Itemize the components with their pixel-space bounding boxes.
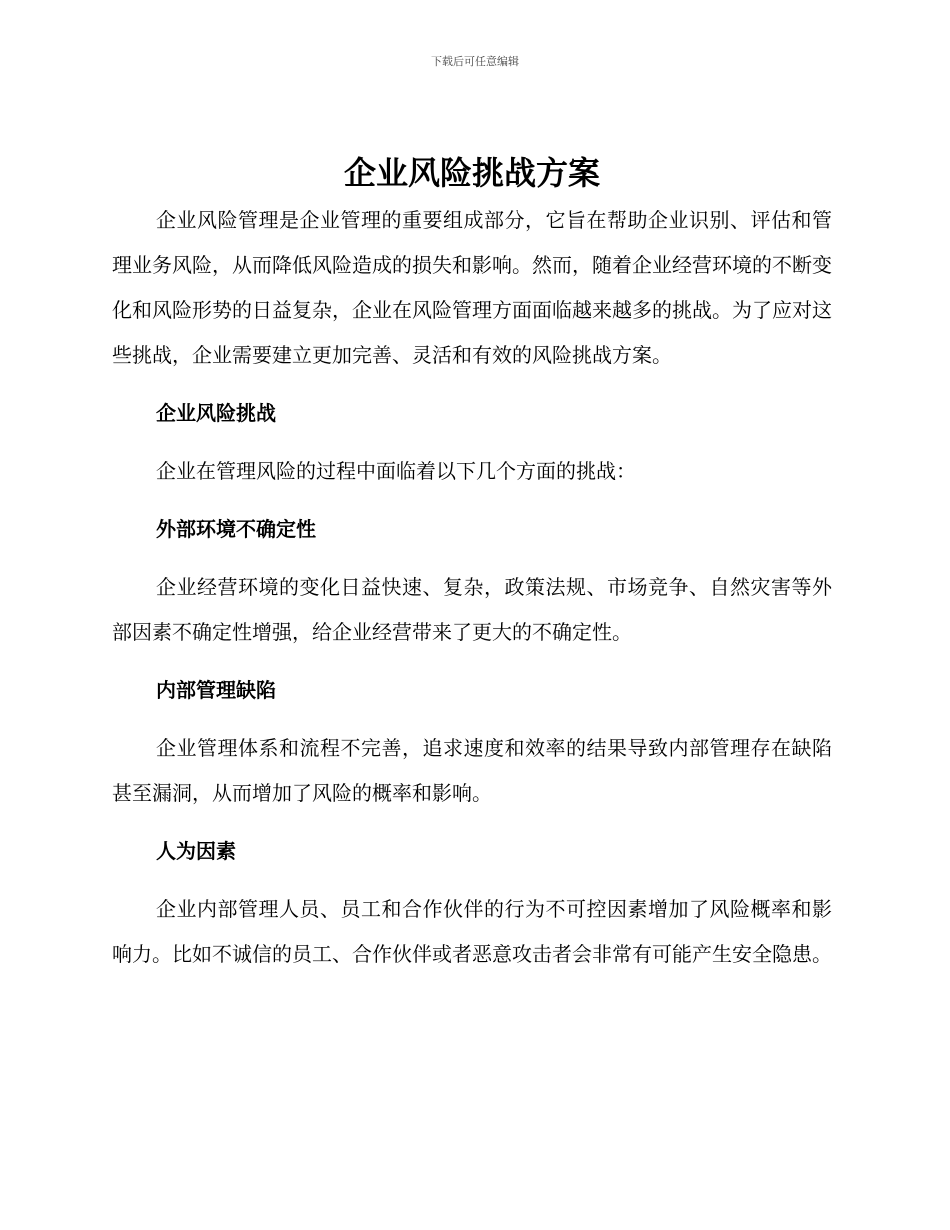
page-header: 下载后可任意编辑 [431, 55, 519, 68]
intro-paragraph: 企业风险管理是企业管理的重要组成部分，它旨在帮助企业识别、评估和管理业务风险，从而降低风险造成的损失和影响。然而，随着企业经营环境的不断变化和风险形势的日益复杂，企业在风险管理方面面临越来越多的挑战。为了应对这些挑战，企业需要建立更加完善、灵活和有效的风险挑战方案。 [112, 208, 832, 367]
section-heading: 企业风险挑战 [156, 401, 276, 425]
item-heading-external-uncertainty: 外部环境不确定性 [156, 517, 316, 541]
item-text-external-uncertainty: 企业经营环境的变化日益快速、复杂，政策法规、市场竞争、自然灾害等外部因素不确定性增强，给企业经营带来了更大的不确定性。 [112, 575, 832, 644]
item-text-human-factors: 企业内部管理人员、员工和合作伙伴的行为不可控因素增加了风险概率和影响力。比如不诚信的员工、合作伙伴或者恶意攻击者会非常有可能产生安全隐患。 [112, 897, 832, 966]
document-body [112, 148, 832, 977]
item-heading-human-factors: 人为因素 [156, 839, 236, 863]
section-intro-paragraph: 企业在管理风险的过程中面临着以下几个方面的挑战： [156, 459, 636, 483]
document-title: 企业风险挑战方案 [343, 154, 600, 192]
item-text-internal-defects: 企业管理体系和流程不完善，追求速度和效率的结果导致内部管理存在缺陷甚至漏洞，从而增加了风险的概率和影响。 [112, 736, 832, 805]
item-heading-internal-defects: 内部管理缺陷 [156, 678, 276, 702]
